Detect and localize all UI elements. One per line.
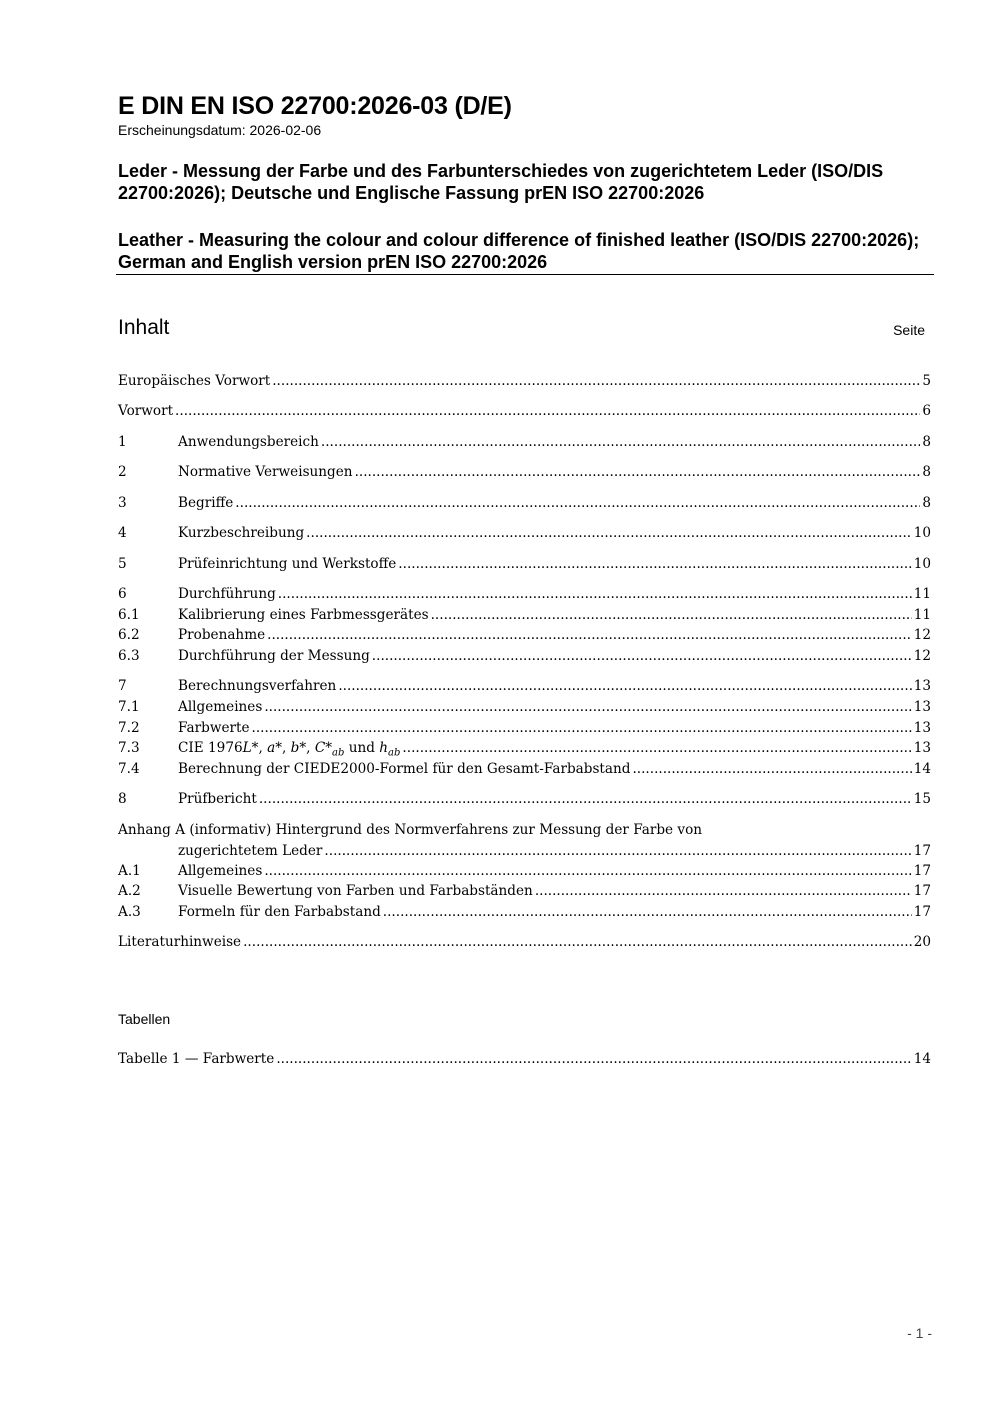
toc-label: Kurzbeschreibung	[178, 525, 305, 541]
toc-leader	[267, 626, 912, 644]
toc-entry-2[interactable]	[118, 463, 931, 481]
toc-leader	[306, 524, 912, 542]
toc-number: 7.3	[118, 740, 140, 756]
toc-leader	[259, 790, 912, 808]
var-a: a*	[267, 740, 283, 756]
toc-leader	[321, 433, 920, 451]
toc-entry-7-2[interactable]	[118, 719, 931, 737]
toc-label: Durchführung	[178, 586, 276, 602]
toc-number: 6	[118, 586, 127, 602]
var-c: C*	[314, 740, 333, 756]
toc-page-heading: Seite	[893, 322, 925, 338]
toc-page: 14	[913, 1051, 931, 1067]
toc-number: A.3	[118, 904, 141, 920]
toc-number: 2	[118, 464, 127, 480]
toc-leader	[272, 372, 920, 390]
toc-label: Berechnung der CIEDE2000-Formel für den Gesamt-Farbabstand	[178, 761, 631, 777]
tables-heading: Tabellen	[118, 1011, 171, 1027]
toc-page: 20	[913, 934, 931, 950]
word-und: und	[348, 740, 375, 756]
toc-label: Allgemeines	[178, 863, 263, 879]
toc-entry-6[interactable]	[118, 585, 931, 603]
toc-label: Tabelle 1 — Farbwerte	[118, 1051, 275, 1067]
toc-label: Begriffe	[178, 495, 234, 511]
toc-label: Kalibrierung eines Farbmessgerätes	[178, 607, 429, 623]
publication-date: Erscheinungsdatum: 2026-02-06	[118, 122, 322, 138]
toc-leader	[355, 463, 921, 481]
var-h: h	[379, 740, 389, 756]
toc-entry-3[interactable]	[118, 494, 931, 512]
toc-entry-foreword[interactable]	[118, 402, 931, 420]
toc-label: CIE 1976L*, a*, b*, $C*_{ab}$ und $h_{ab}$	[178, 740, 401, 759]
toc-page: 14	[913, 761, 931, 777]
toc-leader	[276, 1050, 911, 1068]
toc-leader	[402, 739, 911, 757]
toc-number: 7.2	[118, 720, 140, 736]
toc-number: 6.3	[118, 648, 140, 664]
toc-page: 8	[922, 495, 931, 511]
toc-page: 12	[913, 627, 931, 643]
toc-page: 13	[913, 699, 931, 715]
toc-page: 10	[913, 556, 931, 572]
toc-number: 6.2	[118, 627, 140, 643]
toc-leader	[243, 933, 912, 951]
toc-page: 17	[913, 883, 931, 899]
title-german: Leder - Messung der Farbe und des Farbunterschiedes von zugerichtetem Leder (ISO/DIS 22700:2026); Deutsche und Englische Fassung prEN ISO 22700:2026	[118, 161, 884, 203]
toc-page: 6	[922, 403, 931, 419]
toc-heading: Inhalt	[118, 316, 170, 339]
toc-table-1[interactable]	[118, 1050, 931, 1068]
toc-leader	[372, 647, 912, 665]
toc-leader	[535, 882, 912, 900]
document-id: E DIN EN ISO 22700:2026-03 (D/E)	[118, 92, 512, 120]
toc-entry-a-2[interactable]	[118, 882, 931, 900]
page-number: - 1 -	[907, 1325, 932, 1341]
toc-leader	[235, 494, 920, 512]
header-divider	[116, 274, 934, 275]
toc-entry-6-1[interactable]	[118, 606, 931, 624]
toc-label: Prüfbericht	[178, 791, 257, 807]
toc-label: Farbwerte	[178, 720, 250, 736]
toc-entry-7-4[interactable]	[118, 760, 931, 778]
toc-annex-a[interactable]	[178, 842, 931, 860]
toc-number: 3	[118, 495, 127, 511]
toc-label: Anwendungsbereich	[178, 434, 319, 450]
toc-number: 1	[118, 434, 127, 450]
toc-entry-7-1[interactable]	[118, 698, 931, 716]
toc-label: Visuelle Bewertung von Farben und Farbabständen	[178, 883, 533, 899]
toc-number: A.2	[118, 883, 141, 899]
toc-entry-a-1[interactable]	[118, 862, 931, 880]
toc-page: 11	[913, 607, 931, 623]
toc-page: 8	[922, 464, 931, 480]
toc-page: 13	[913, 740, 931, 756]
toc-label: Berechnungsverfahren	[178, 678, 337, 694]
toc-leader	[278, 585, 912, 603]
toc-leader	[252, 719, 912, 737]
toc-page: 11	[913, 586, 931, 602]
toc-label: Prüfeinrichtung und Werkstoffe	[178, 556, 397, 572]
cie-prefix: CIE 1976	[178, 740, 243, 756]
toc-entry-4[interactable]	[118, 524, 931, 542]
sub-ab-h: ab	[388, 747, 401, 759]
title-english: Leather - Measuring the colour and colour difference of finished leather (ISO/DIS 22700:2026); German and English version prEN ISO 22700:2026	[118, 230, 920, 272]
toc-number: 8	[118, 791, 127, 807]
toc-entry-7[interactable]	[118, 677, 931, 695]
toc-leader	[383, 903, 912, 921]
toc-label: Probenahme	[178, 627, 266, 643]
toc-entry-6-2[interactable]	[118, 626, 931, 644]
toc-entry-1[interactable]	[118, 433, 931, 451]
toc-page: 8	[922, 434, 931, 450]
toc-label: Vorwort	[118, 403, 174, 419]
toc-label: Formeln für den Farbabstand	[178, 904, 381, 920]
toc-number: 7	[118, 678, 127, 694]
toc-label: Literaturhinweise	[118, 934, 242, 950]
toc-page: 10	[913, 525, 931, 541]
toc-label: zugerichtetem Leder	[178, 843, 323, 859]
toc-number: 7.1	[118, 699, 140, 715]
toc-entry-foreword-european[interactable]	[118, 372, 931, 390]
toc-leader	[264, 862, 911, 880]
toc-entry-a-3[interactable]	[118, 903, 931, 921]
toc-entry-5[interactable]	[118, 555, 931, 573]
toc-label: Durchführung der Messung	[178, 648, 370, 664]
toc-entry-7-3[interactable]	[118, 739, 931, 757]
toc-number: 5	[118, 556, 127, 572]
toc-number: 6.1	[118, 607, 140, 623]
toc-entry-8[interactable]	[118, 790, 931, 808]
toc-number: 7.4	[118, 761, 140, 777]
toc-leader	[264, 698, 911, 716]
toc-entry-6-3[interactable]	[118, 647, 931, 665]
toc-label: Allgemeines	[178, 699, 263, 715]
toc-number: A.1	[118, 863, 141, 879]
toc-number: 4	[118, 525, 127, 541]
toc-entry-bibliography[interactable]	[118, 933, 931, 951]
toc-page: 13	[913, 720, 931, 736]
toc-page: 13	[913, 678, 931, 694]
toc-page: 17	[913, 904, 931, 920]
toc-leader	[431, 606, 912, 624]
toc-label: Normative Verweisungen	[178, 464, 353, 480]
toc-annex-a-line1[interactable]: Anhang A (informativ) Hintergrund des Normverfahrens zur Messung der Farbe von	[118, 822, 703, 838]
toc-leader	[398, 555, 911, 573]
toc-leader	[324, 842, 911, 860]
var-b: b*	[290, 740, 307, 756]
toc-leader	[632, 760, 911, 778]
toc-page: 15	[913, 791, 931, 807]
var-l: L*	[242, 740, 259, 756]
toc-label: Europäisches Vorwort	[118, 373, 271, 389]
toc-leader	[175, 402, 920, 420]
toc-page: 12	[913, 648, 931, 664]
toc-leader	[338, 677, 911, 695]
sub-ab: ab	[332, 747, 345, 759]
toc-page: 5	[922, 373, 931, 389]
toc-page: 17	[913, 863, 931, 879]
toc-page: 17	[913, 843, 931, 859]
